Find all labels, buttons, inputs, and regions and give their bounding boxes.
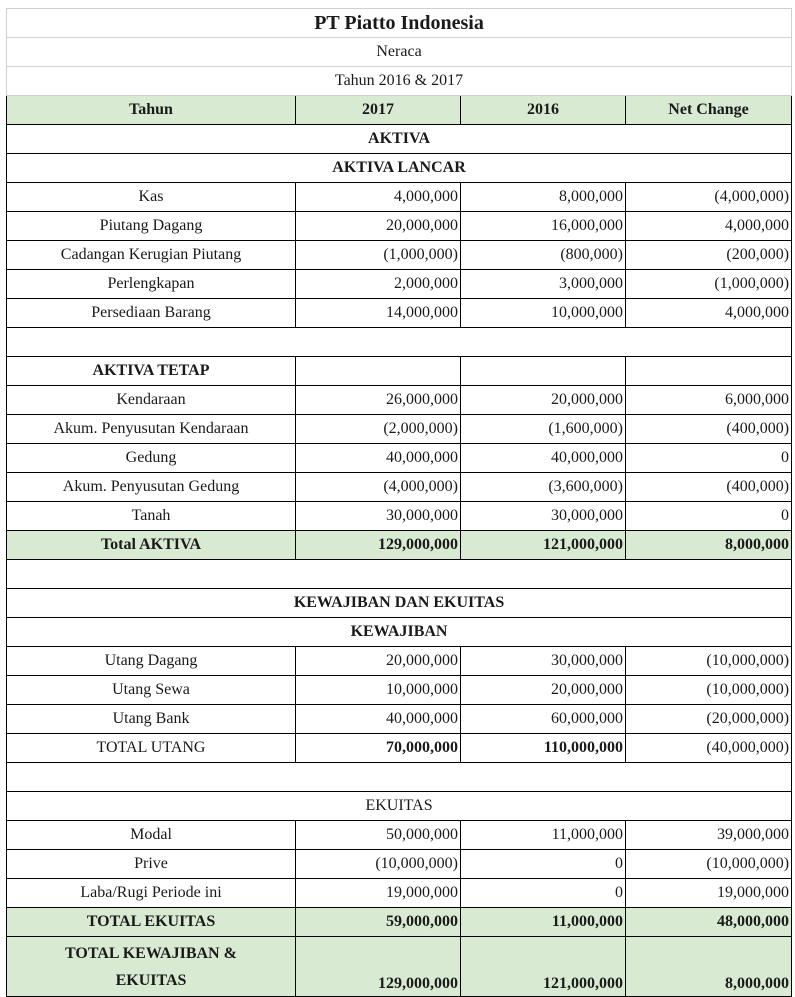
table-row: [7, 415, 792, 444]
spacer-row: [7, 560, 792, 589]
row-value-2017: (1,000,000): [296, 241, 461, 270]
row-value-2016: 30,000,000: [461, 647, 626, 676]
total-utang-2016: 110,000,000: [461, 734, 626, 763]
row-value-net-change: (4,000,000): [626, 183, 792, 212]
row-label: Tanah: [7, 502, 296, 531]
total-aktiva-row: [7, 531, 792, 560]
row-value-net-change: (1,000,000): [626, 270, 792, 299]
row-value-2016: 3,000,000: [461, 270, 626, 299]
row-value-net-change: (10,000,000): [626, 850, 792, 879]
total-utang-2017: 70,000,000: [296, 734, 461, 763]
column-header-2016: 2016: [461, 96, 626, 125]
row-value-net-change: (10,000,000): [626, 676, 792, 705]
table-row: [7, 444, 792, 473]
row-value-2017: 14,000,000: [296, 299, 461, 328]
row-value-2017: 26,000,000: [296, 386, 461, 415]
column-header-label: Tahun: [7, 96, 296, 125]
table-row: [7, 270, 792, 299]
kewajiban-rows: [7, 647, 792, 734]
row-value-2017: 30,000,000: [296, 502, 461, 531]
table-row: [7, 212, 792, 241]
table-row: [7, 879, 792, 908]
row-value-net-change: 4,000,000: [626, 212, 792, 241]
company-name: PT Piatto Indonesia: [7, 9, 792, 38]
row-value-net-change: (10,000,000): [626, 647, 792, 676]
section-kewajiban: KEWAJIBAN: [7, 618, 792, 647]
row-value-net-change: (400,000): [626, 473, 792, 502]
row-value-2016: 20,000,000: [461, 676, 626, 705]
total-aktiva-2016: 121,000,000: [461, 531, 626, 560]
section-ekuitas: EKUITAS: [7, 792, 792, 821]
total-ekuitas-2016: 11,000,000: [461, 908, 626, 937]
report-period: Tahun 2016 & 2017: [7, 67, 792, 96]
row-value-net-change: 19,000,000: [626, 879, 792, 908]
total-ekuitas-change: 48,000,000: [626, 908, 792, 937]
row-value-2016: 0: [461, 850, 626, 879]
row-value-2017: 40,000,000: [296, 444, 461, 473]
row-label: Gedung: [7, 444, 296, 473]
grand-total-change: 8,000,000: [626, 937, 792, 997]
row-value-2017: 40,000,000: [296, 705, 461, 734]
section-heading-row: [7, 125, 792, 154]
total-aktiva-2017: 129,000,000: [296, 531, 461, 560]
section-aktiva: AKTIVA: [7, 125, 792, 154]
section-heading-row: [7, 357, 792, 386]
grand-total-label-line1: TOTAL KEWAJIBAN &: [65, 944, 237, 962]
row-value-2017: (10,000,000): [296, 850, 461, 879]
row-label: Kas: [7, 183, 296, 212]
report-name: Neraca: [7, 38, 792, 67]
column-header-2017: 2017: [296, 96, 461, 125]
total-ekuitas-label: TOTAL EKUITAS: [7, 908, 296, 937]
row-value-2016: 30,000,000: [461, 502, 626, 531]
total-ekuitas-row: [7, 908, 792, 937]
row-value-2016: 16,000,000: [461, 212, 626, 241]
row-value-2017: 19,000,000: [296, 879, 461, 908]
spacer-row: [7, 328, 792, 357]
row-value-2017: 10,000,000: [296, 676, 461, 705]
section-kewajiban-ekuitas: KEWAJIBAN DAN EKUITAS: [7, 589, 792, 618]
spacer-row: [7, 763, 792, 792]
row-value-2016: 40,000,000: [461, 444, 626, 473]
row-value-2016: (3,600,000): [461, 473, 626, 502]
row-label: Prive: [7, 850, 296, 879]
row-value-net-change: 6,000,000: [626, 386, 792, 415]
total-aktiva-change: 8,000,000: [626, 531, 792, 560]
ekuitas-rows: [7, 821, 792, 908]
grand-total-label-line2: EKUITAS: [115, 971, 187, 989]
subtitle-row: [7, 38, 792, 67]
grand-total-2017: 129,000,000: [296, 937, 461, 997]
row-value-2017: 20,000,000: [296, 647, 461, 676]
table-row: [7, 502, 792, 531]
row-label: Piutang Dagang: [7, 212, 296, 241]
period-row: [7, 67, 792, 96]
table-row: [7, 386, 792, 415]
row-value-2017: 4,000,000: [296, 183, 461, 212]
section-aktiva-tetap: AKTIVA TETAP: [7, 357, 296, 386]
title-row: [7, 9, 792, 38]
row-label: Akum. Penyusutan Kendaraan: [7, 415, 296, 444]
row-value-2016: 0: [461, 879, 626, 908]
table-row: [7, 647, 792, 676]
row-value-2016: (1,600,000): [461, 415, 626, 444]
total-utang-change: (40,000,000): [626, 734, 792, 763]
section-aktiva-lancar: AKTIVA LANCAR: [7, 154, 792, 183]
row-label: Persediaan Barang: [7, 299, 296, 328]
grand-total-label: [7, 937, 296, 997]
table-row: [7, 821, 792, 850]
table-row: [7, 183, 792, 212]
row-value-net-change: (200,000): [626, 241, 792, 270]
table-row: [7, 473, 792, 502]
aktiva-tetap-rows: [7, 386, 792, 531]
table-row: [7, 241, 792, 270]
row-label: Utang Dagang: [7, 647, 296, 676]
row-label: Akum. Penyusutan Gedung: [7, 473, 296, 502]
total-utang-row: [7, 734, 792, 763]
section-heading-row: [7, 792, 792, 821]
row-value-2017: 50,000,000: [296, 821, 461, 850]
total-aktiva-label: Total AKTIVA: [7, 531, 296, 560]
row-label: Laba/Rugi Periode ini: [7, 879, 296, 908]
row-value-2016: 60,000,000: [461, 705, 626, 734]
grand-total-2016: 121,000,000: [461, 937, 626, 997]
column-header-row: [7, 96, 792, 125]
row-value-2016: 8,000,000: [461, 183, 626, 212]
aktiva-lancar-rows: [7, 183, 792, 328]
section-heading-row: [7, 154, 792, 183]
section-heading-row: [7, 618, 792, 647]
row-value-2017: (2,000,000): [296, 415, 461, 444]
table-row: [7, 299, 792, 328]
balance-sheet-table: [6, 8, 792, 997]
row-value-2017: (4,000,000): [296, 473, 461, 502]
table-row: [7, 676, 792, 705]
row-label: Utang Bank: [7, 705, 296, 734]
row-value-2016: 11,000,000: [461, 821, 626, 850]
row-value-net-change: (20,000,000): [626, 705, 792, 734]
row-value-2016: 20,000,000: [461, 386, 626, 415]
section-heading-row: [7, 589, 792, 618]
row-label: Cadangan Kerugian Piutang: [7, 241, 296, 270]
column-header-net-change: Net Change: [626, 96, 792, 125]
total-ekuitas-2017: 59,000,000: [296, 908, 461, 937]
grand-total-row: [7, 937, 792, 997]
row-label: Kendaraan: [7, 386, 296, 415]
row-value-net-change: 0: [626, 444, 792, 473]
row-value-2016: 10,000,000: [461, 299, 626, 328]
row-value-2017: 2,000,000: [296, 270, 461, 299]
row-value-net-change: 4,000,000: [626, 299, 792, 328]
row-value-2016: (800,000): [461, 241, 626, 270]
table-row: [7, 705, 792, 734]
row-label: Perlengkapan: [7, 270, 296, 299]
row-label: Utang Sewa: [7, 676, 296, 705]
row-value-2017: 20,000,000: [296, 212, 461, 241]
table-row: [7, 850, 792, 879]
row-value-net-change: 0: [626, 502, 792, 531]
total-utang-label: TOTAL UTANG: [7, 734, 296, 763]
row-value-net-change: 39,000,000: [626, 821, 792, 850]
row-label: Modal: [7, 821, 296, 850]
row-value-net-change: (400,000): [626, 415, 792, 444]
